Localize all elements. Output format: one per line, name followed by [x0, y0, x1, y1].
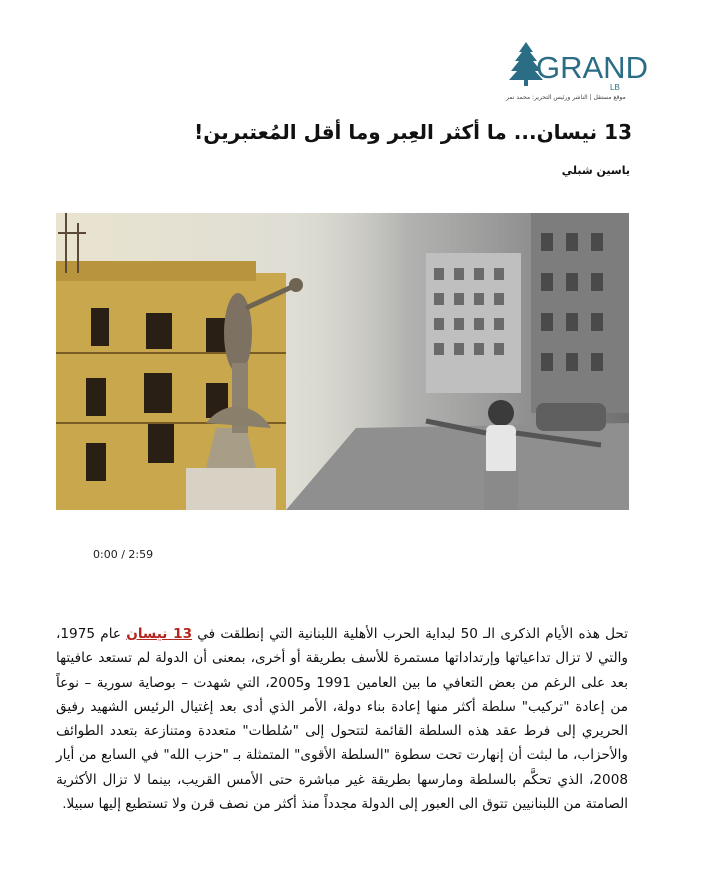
article-title: 13 نيسان... ما أكثر العِبر وما أقل المُعتبرين!: [194, 120, 632, 144]
article-hero-image: [56, 213, 629, 510]
date-tag-link[interactable]: 13 نيسان: [126, 626, 193, 642]
article-body: [56, 622, 628, 816]
logo-sub: LB: [610, 83, 620, 92]
war-photo-collage: [56, 213, 629, 510]
logo-wordmark: GRAND: [536, 50, 648, 85]
site-logo[interactable]: [506, 40, 648, 106]
audio-player-time[interactable]: 0:00 / 2:59: [93, 548, 154, 561]
article-author[interactable]: ياسين شبلي: [561, 164, 630, 177]
logo-tagline: موقع مستقل | الناشر ورئيس التحرير: محمد نمر: [506, 94, 626, 101]
body-text-rest: عام 1975، والتي لا تزال تداعياتها وإرتداداتها مستمرة للأسف بطريقة أو أخرى، بمعنى أن الدولة لم تستعد عافيتها بعد على الرغم من بعض التعافي ما بين العامين 1991 و2005، التي شهدت – بوصاية سورية – نوعاً من إعادة "تركيب" سلطة أكثر منها إعادة بناء دولة، الأمر الذي أدى بعد إغتيال الرئيس الشهيد رفيق الحريري إلى فرط عقد هذه السلطة القائمة لتتحول إلى "سُلطات" متعددة ومتنازعة بتعدد الطوائف والأحزاب، ما لبثت أن إنهارت تحت سطوة "السلطة الأقوى" المتمثلة بـ "حزب الله" في السابع من أيار 2008، الذي تحكَّم بالسلطة ومارسها بطريقة غير مباشرة حتى الأمس القريب، بينما لا تزال الأكثرية الصامتة من اللبنانيين تتوق الى العبور إلى الدولة مجدداً منذ أكثر من نصف قرن ولا تستطيع إليها سبيلا.: [56, 626, 628, 813]
body-text-start: تحل هذه الأيام الذكرى الـ 50 لبداية الحرب الأهلية اللبنانية التي إنطلقت في: [192, 626, 628, 642]
